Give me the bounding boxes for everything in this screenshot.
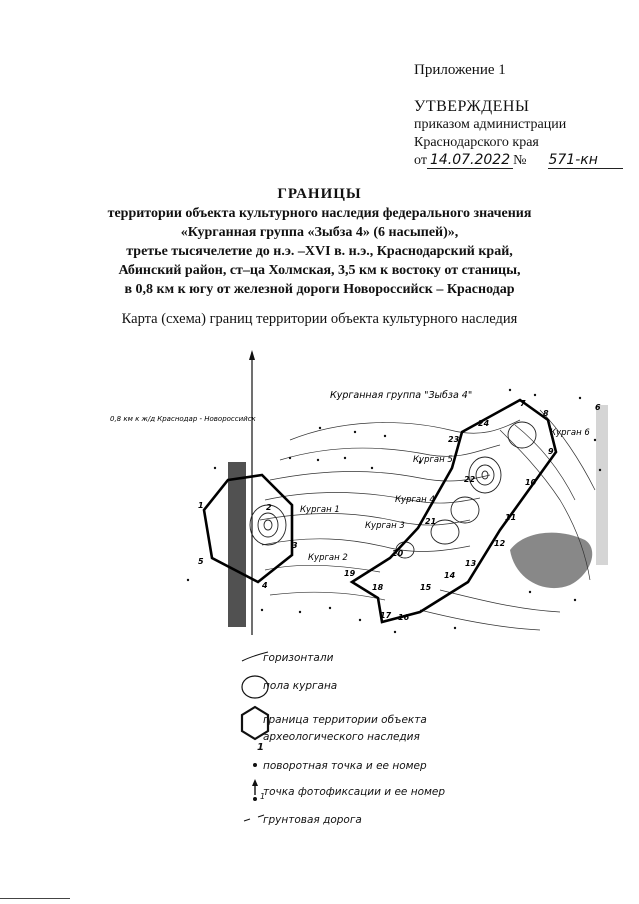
photo-point-number: 1 — [260, 792, 266, 801]
legend-turn-point: поворотная точка и ее номер — [263, 760, 427, 772]
point-7: 7 — [520, 399, 526, 408]
point-2: 2 — [266, 503, 272, 512]
dirt-road-dash-1 — [244, 819, 250, 821]
point-16: 16 — [398, 613, 410, 622]
legend-boundary-line2: археологического наследия — [263, 731, 420, 743]
point-8: 8 — [543, 409, 549, 418]
point-23: 23 — [448, 435, 460, 444]
approved-heading: УТВЕРЖДЕНЫ — [414, 98, 530, 115]
point-4: 4 — [262, 581, 268, 590]
point-9: 9 — [548, 447, 554, 456]
point-20: 20 — [392, 549, 404, 558]
map-subtitle: Карта (схема) границ территории объекта культурного наследия — [121, 311, 518, 327]
legend-photo-point: точка фотофиксации и ее номер — [263, 786, 446, 798]
north-arrow-head — [249, 350, 255, 360]
point-18: 18 — [372, 583, 384, 592]
point-17: 17 — [380, 611, 392, 620]
order-number: 571-кн — [548, 152, 623, 169]
point-5: 5 — [198, 557, 204, 566]
legend-boundary-line1: граница территории объекта — [263, 714, 427, 726]
point-3: 3 — [292, 541, 298, 550]
point-21: 21 — [425, 517, 437, 526]
appendix-label: Приложение 1 — [414, 62, 506, 78]
point-15: 15 — [420, 583, 432, 592]
point-24: 24 — [478, 419, 490, 428]
point-14: 14 — [444, 571, 456, 580]
date-prefix: от — [414, 153, 427, 168]
point-6: 6 — [595, 403, 601, 412]
turn-point-symbol — [253, 763, 257, 767]
point-13: 13 — [465, 559, 477, 568]
footer-rule — [0, 898, 70, 899]
title-line-2: «Курганная группа «Зыбза 4» (6 насыпей)», — [180, 225, 459, 240]
approved-by-line1: приказом администрации — [414, 117, 567, 132]
point-11: 11 — [505, 513, 517, 522]
order-date: 14.07.2022 — [427, 152, 513, 169]
kurgan-1-label: Курган 1 — [300, 505, 340, 515]
railway-label: 0,8 км к ж/д Краснодар - Новороссийск — [110, 415, 256, 423]
boundary-west — [204, 475, 292, 582]
territory-map — [0, 350, 639, 650]
kurgan-3-label: Курган 3 — [365, 521, 405, 531]
number-prefix: № — [513, 153, 527, 168]
kurgan-5-label: Курган 5 — [413, 455, 453, 465]
photo-point-arrowhead — [252, 779, 258, 786]
kurgan-4-label: Курган 4 — [395, 495, 435, 505]
elevation-points — [187, 389, 601, 633]
document-title: ГРАНИЦЫ — [277, 186, 362, 202]
group-label: Курганная группа "Зыбза 4" — [330, 390, 473, 401]
title-line-5: в 0,8 км к югу от железной дороги Новороссийск – Краснодар — [124, 282, 515, 297]
title-line-3: третье тысячелетие до н.э. –XVI в. н.э., Краснодарский край, — [126, 244, 513, 259]
forest-strip — [228, 462, 246, 627]
point-22: 22 — [464, 475, 476, 484]
photo-point-dot — [253, 797, 257, 801]
point-19: 19 — [344, 569, 356, 578]
title-line-4: Абинский район, ст–ца Холмская, 3,5 км к востоку от станицы, — [118, 263, 521, 278]
approved-by-line2: Краснодарского края — [414, 135, 539, 150]
point-10: 10 — [525, 478, 537, 487]
order-date-number — [414, 152, 623, 169]
right-edge-shading — [596, 405, 608, 565]
kurgan-2-label: Курган 2 — [308, 553, 348, 563]
legend-dirt-road: грунтовая дорога — [263, 814, 362, 826]
title-line-1: территории объекта культурного наследия федерального значения — [107, 206, 532, 221]
kurgan-6-label: Курган 6 — [550, 428, 590, 438]
point-1: 1 — [198, 501, 204, 510]
legend-kurgan-floor: пола кургана — [263, 680, 338, 692]
point-12: 12 — [494, 539, 506, 548]
legend-contours: горизонтали — [263, 652, 334, 664]
turn-point-number: 1 — [257, 742, 264, 753]
